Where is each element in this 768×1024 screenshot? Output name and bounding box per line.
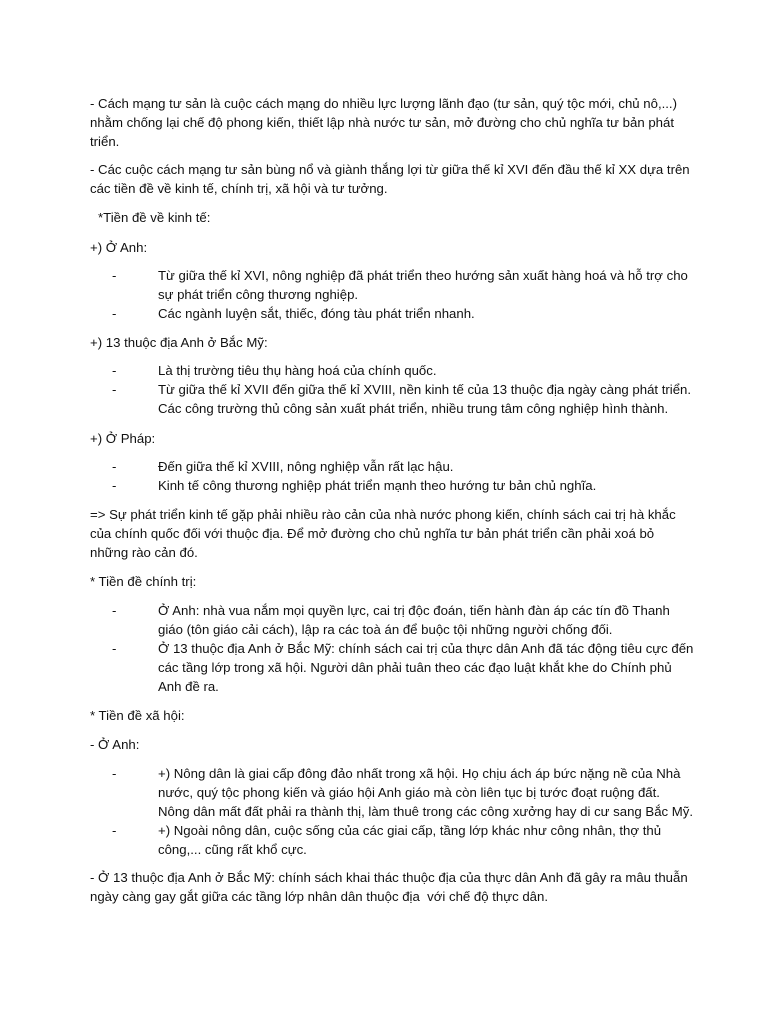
bullet-dash: - <box>112 766 117 781</box>
list-item-text: Từ giữa thế kỉ XVI, nông nghiệp đã phát triển theo hướng sản xuất hàng hoá và hỗ trợ cho sự phát triển công thương nghiệp. <box>158 268 692 303</box>
list-item-text: Kinh tế công thương nghiệp phát triển mạnh theo hướng tư bản chủ nghĩa. <box>158 478 597 493</box>
list-item-text: Đến giữa thế kỉ XVIII, nông nghiệp vẫn rất lạc hậu. <box>158 459 454 474</box>
list-item-text: Là thị trường tiêu thụ hàng hoá của chính quốc. <box>158 363 437 378</box>
social-colonies-paragraph: - Ở 13 thuộc địa Anh ở Bắc Mỹ: chính sách khai thác thuộc địa của thực dân Anh đã gây ra mâu thuẫn ngày càng gay gắt giữa các tầng lớp nhân dân thuộc địa với chế độ thực dân. <box>90 870 692 905</box>
intro-paragraph-1: - Cách mạng tư sản là cuộc cách mạng do nhiều lực lượng lãnh đạo (tư sản, quý tộc mới, chủ nô,...) nhằm chống lại chế độ phong kiến, thiết lập nhà nước tư sản, mở đường cho chủ nghĩa tư bản phát triển. <box>90 96 681 150</box>
list-item-text: Từ giữa thế kỉ XVII đến giữa thế kỉ XVIII, nền kinh tế của 13 thuộc địa ngày càng phát triển. Các công trường thủ công sản xuất phát triển, nhiều trung tâm công nghiệp hình thành. <box>158 382 695 417</box>
bullet-dash: - <box>112 823 117 838</box>
economic-colonies-label: +) 13 thuộc địa Anh ở Bắc Mỹ: <box>90 335 268 350</box>
economic-france-label: +) Ở Pháp: <box>90 431 156 446</box>
list-item-text: Ở Anh: nhà vua nắm mọi quyền lực, cai trị độc đoán, tiến hành đàn áp các tín đồ Thanh giáo (tôn giáo cải cách), lập ra các toà án để buộc tội những người chống đối. <box>158 603 674 638</box>
bullet-dash: - <box>112 641 117 656</box>
political-heading: * Tiền đề chính trị: <box>90 574 197 589</box>
list-item-text: Các ngành luyện sắt, thiếc, đóng tàu phát triển nhanh. <box>158 306 475 321</box>
bullet-dash: - <box>112 268 117 283</box>
social-england-label: - Ở Anh: <box>90 737 140 752</box>
bullet-dash: - <box>112 382 117 397</box>
list-item-text: +) Ngoài nông dân, cuộc sống của các giai cấp, tầng lớp khác như công nhân, thợ thủ công,... cũng rất khổ cực. <box>158 823 665 858</box>
economic-england-label: +) Ở Anh: <box>90 240 148 255</box>
bullet-dash: - <box>112 459 117 474</box>
bullet-dash: - <box>112 306 117 321</box>
list-item-text: +) Nông dân là giai cấp đông đảo nhất trong xã hội. Họ chịu ách áp bức nặng nề của Nhà nước, quý tộc phong kiến và giáo hội Anh giáo mà còn liên tục bị tước đoạt ruộng đất. Nông dân mất đất phải ra thành thị, làm thuê trong các công xưởng hay di cư sang Bắc Mỹ. <box>158 766 694 820</box>
social-heading: * Tiền đề xã hội: <box>90 708 185 723</box>
economic-heading: *Tiền đề về kinh tế: <box>98 210 211 225</box>
bullet-dash: - <box>112 478 117 493</box>
intro-paragraph-2: - Các cuộc cách mạng tư sản bùng nổ và giành thắng lợi từ giữa thế kỉ XVI đến đầu thế kỉ XX dựa trên các tiền đề về kinh tế, chính trị, xã hội và tư tưởng. <box>90 162 694 197</box>
bullet-dash: - <box>112 363 117 378</box>
economic-conclusion: => Sự phát triển kinh tế gặp phải nhiều rào cản của nhà nước phong kiến, chính sách cai trị hà khắc của chính quốc đối với thuộc địa. Để mở đường cho chủ nghĩa tư bản phát triển cần phải xoá bỏ những rào cản đó. <box>90 507 680 561</box>
bullet-dash: - <box>112 603 117 618</box>
list-item-text: Ở 13 thuộc địa Anh ở Bắc Mỹ: chính sách cai trị của thực dân Anh đã tác động tiêu cực đến các tầng lớp trong xã hội. Người dân phải tuân theo các đạo luật khắt khe do Chính phủ Anh đề ra. <box>158 641 698 695</box>
